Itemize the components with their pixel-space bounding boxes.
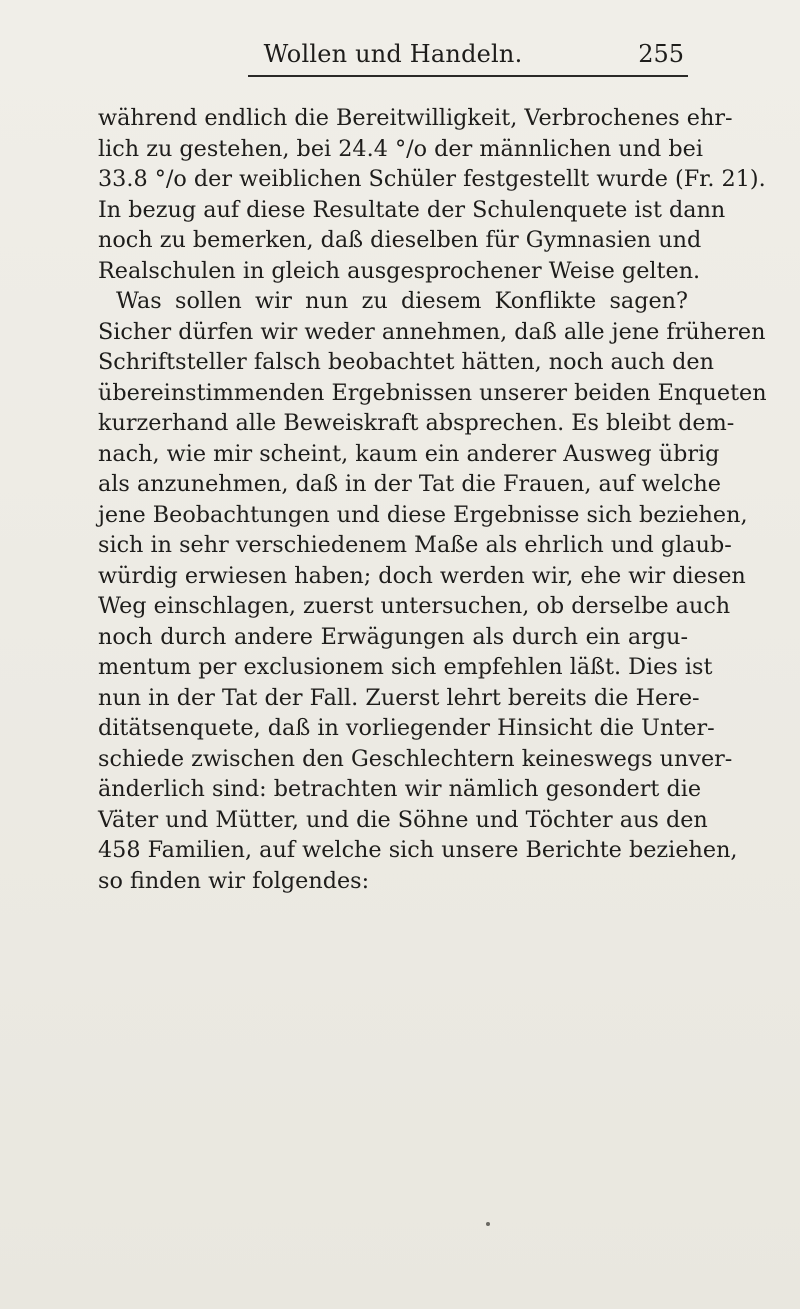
text-line: Was sollen wir nun zu diesem Konflikte sagen? [116,288,688,314]
text-line: Väter und Mütter, und die Söhne und Töchter aus den [98,806,708,833]
header-rule [248,75,688,77]
text-line: Schriftsteller falsch beobachtet hätten, noch auch den [98,349,714,375]
text-line: schiede zwischen den Geschlechtern keineswegs unver- [98,745,733,772]
text-line: noch durch andere Erwägungen als durch ein argu- [98,623,688,650]
body-text [98,103,767,896]
text-line: 33.8 °/o der weiblichen Schüler festgestellt wurde (Fr. 21). [98,166,766,192]
page-header [98,40,688,80]
text-line: sich in sehr verschiedenem Maße als ehrlich und glaub- [98,532,732,558]
text-line: würdig erwiesen haben; doch werden wir, ehe wir diesen [98,562,746,589]
text-line: ditätsenquete, daß in vorliegender Hinsicht die Unter- [98,715,715,741]
text-line: nun in der Tat der Fall. Zuerst lehrt bereits die Here- [98,684,700,711]
text-line: während endlich die Bereitwilligkeit, Verbrochenes ehr- [98,105,733,131]
paper-speck [486,1222,490,1226]
text-line: In bezug auf diese Resultate der Schulenquete ist dann [98,196,726,223]
text-line: nach, wie mir scheint, kaum ein anderer Ausweg übrig [98,440,720,467]
running-title: Wollen und Handeln. [263,40,523,68]
text-line: 458 Familien, auf welche sich unsere Berichte beziehen, [98,837,738,863]
text-line: Realschulen in gleich ausgesprochener Weise gelten. [98,257,701,284]
text-line: mentum per exclusionem sich empfehlen läßt. Dies ist [98,654,713,680]
text-line: änderlich sind: betrachten wir nämlich gesondert die [98,776,702,802]
text-line: lich zu gestehen, bei 24.4 °/o der männlichen und bei [98,135,703,162]
text-line: Sicher dürfen wir weder annehmen, daß alle jene früheren [98,318,766,345]
page-number: 255 [638,40,684,68]
text-line: jene Beobachtungen und diese Ergebnisse sich beziehen, [98,501,748,528]
text-line: kurzerhand alle Beweiskraft absprechen. Es bleibt dem- [98,410,735,436]
text-line: Weg einschlagen, zuerst untersuchen, ob derselbe auch [98,593,731,619]
text-line: so finden wir folgendes: [98,867,370,894]
text-line: übereinstimmenden Ergebnissen unserer beiden Enqueten [98,379,767,406]
text-line: als anzunehmen, daß in der Tat die Frauen, auf welche [98,471,721,497]
text-line: noch zu bemerken, daß dieselben für Gymnasien und [98,227,702,253]
